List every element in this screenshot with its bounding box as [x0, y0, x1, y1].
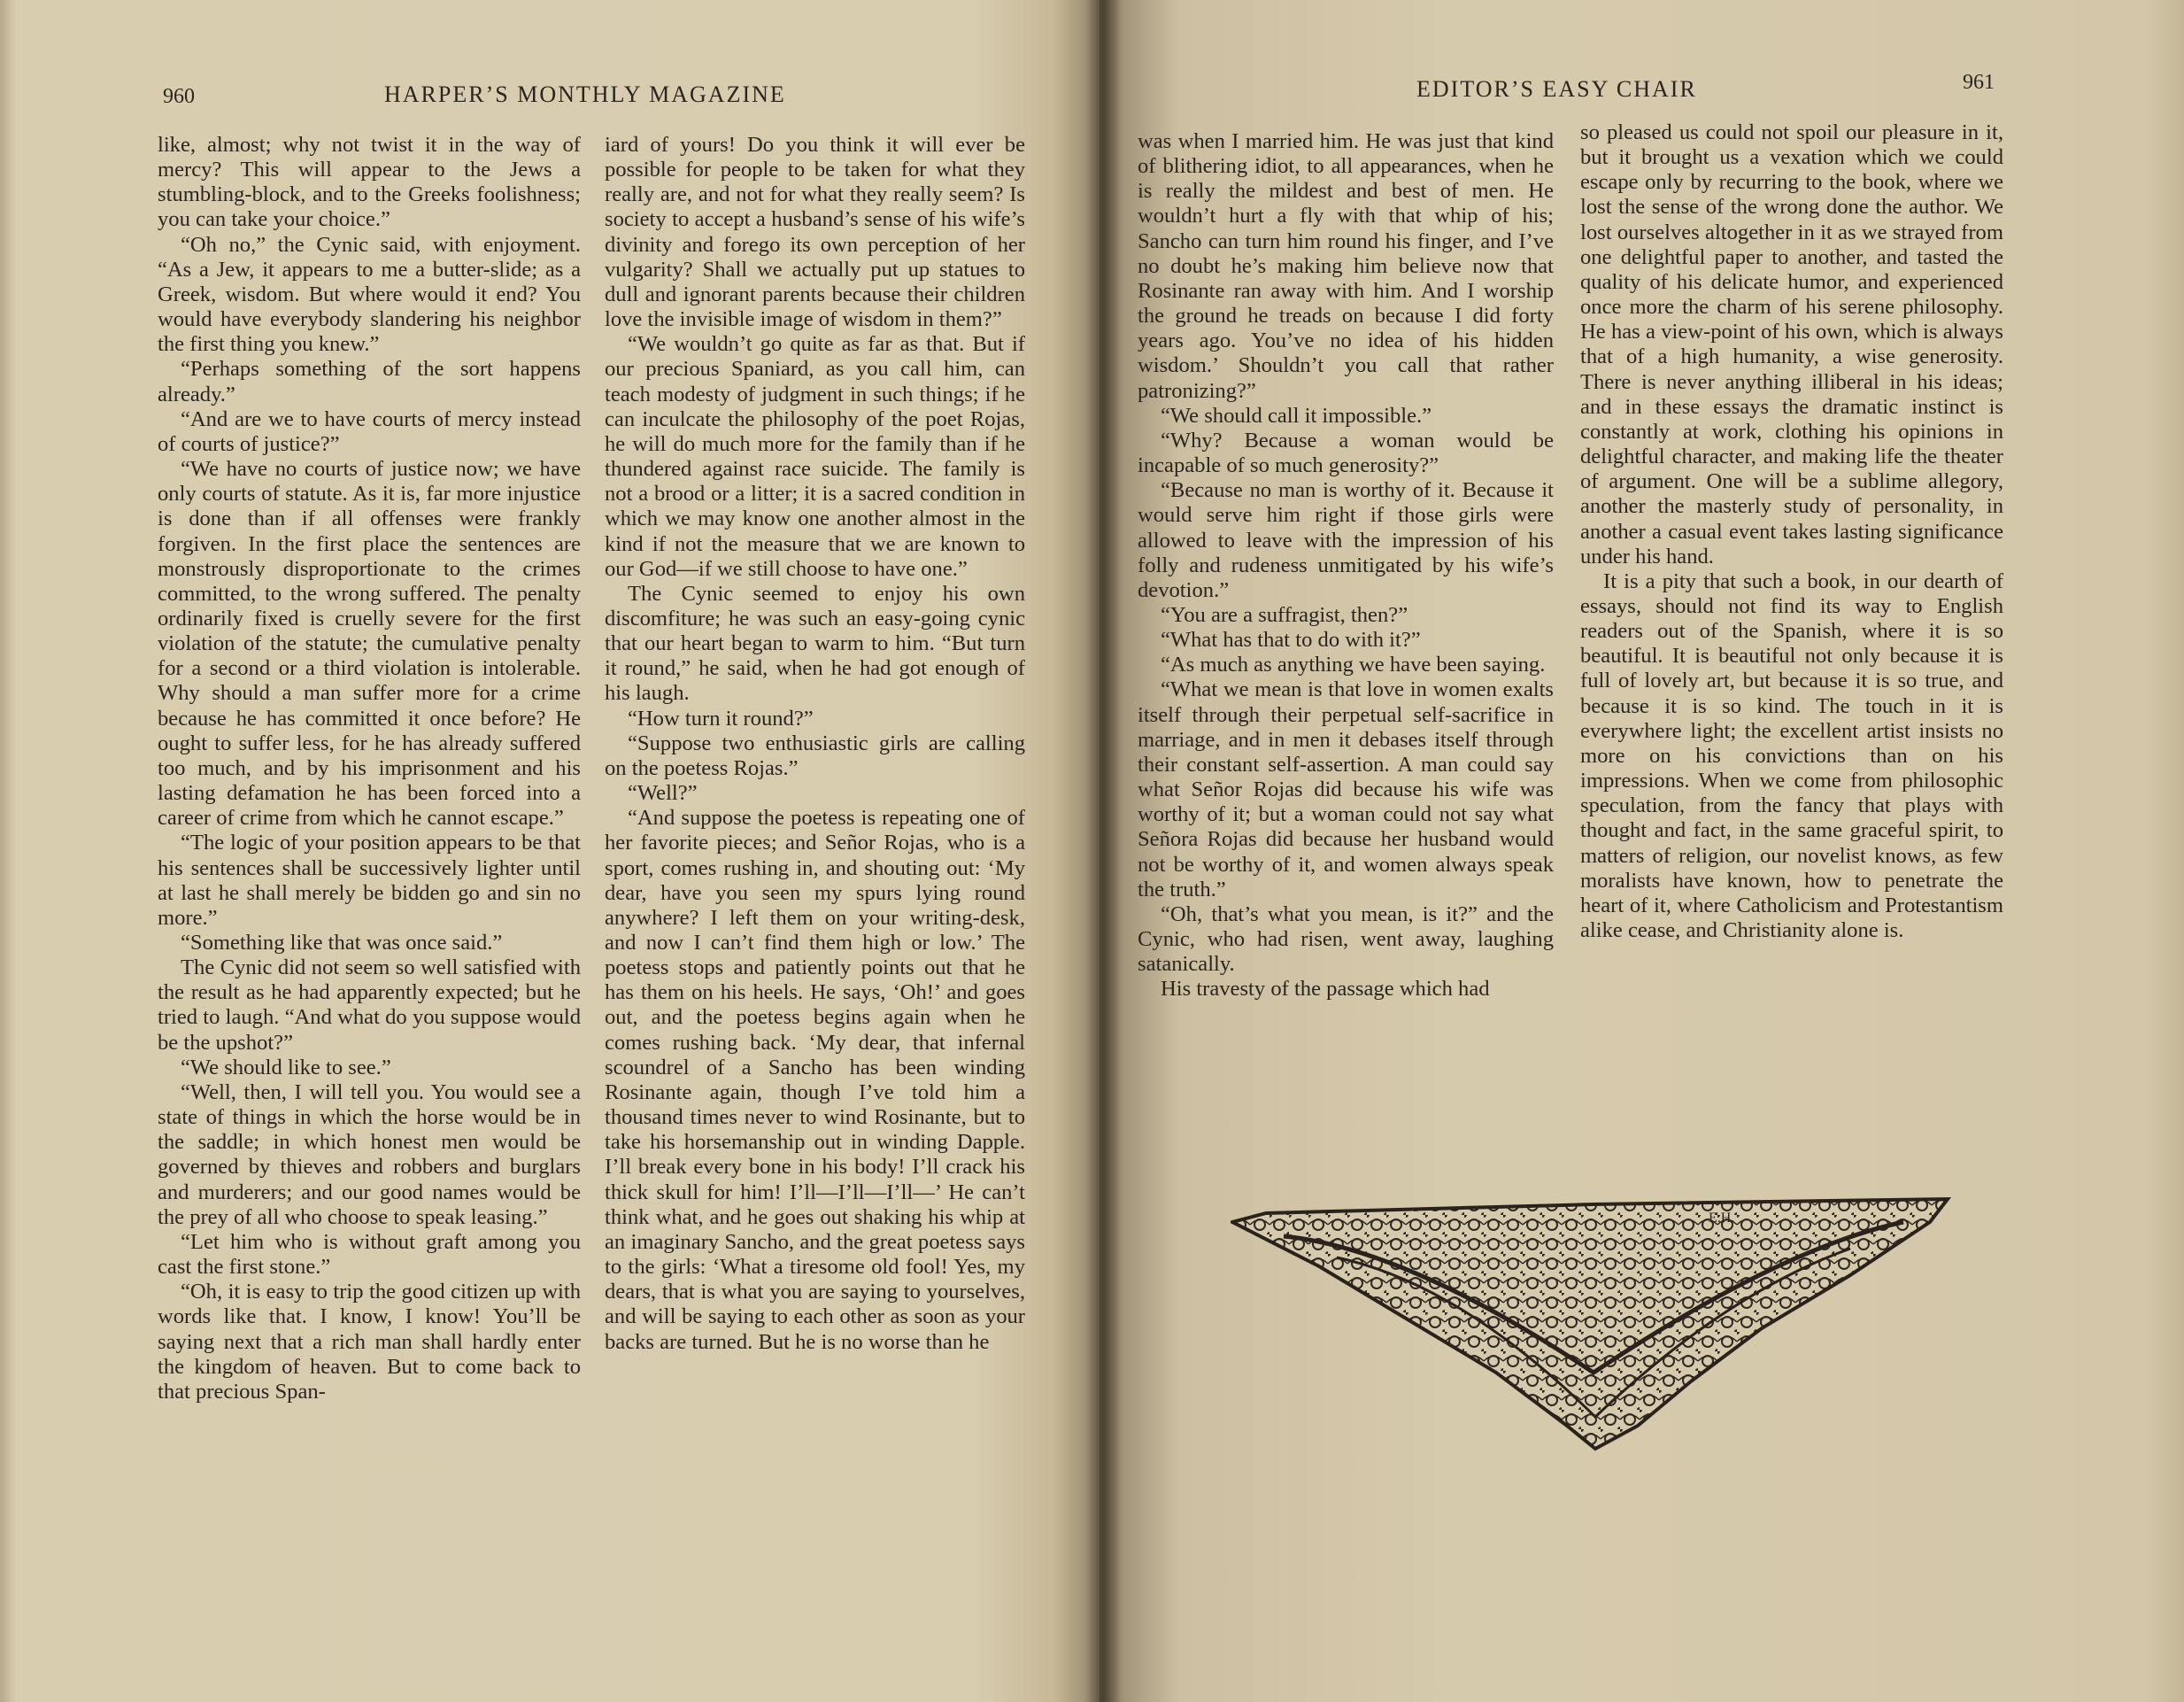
text-column-left-2 — [605, 133, 1025, 1355]
paragraph: iard of yours! Do you think it will ever be possible for people to be taken for what they really are, and not for what they really seem? Is society to accept a husband’s sense of his wife’s divinity and forego its own perception of her vulgarity? Shall we actually put up statues to dull and ignorant parents because their children love the invisible image of wisdom in them?” — [605, 133, 1025, 332]
text-column-right-1 — [1138, 129, 1554, 1002]
running-head: HARPER’S MONTHLY MAGAZINE — [384, 81, 786, 107]
paragraph: “What we mean is that love in women exalts itself through their perpetual self-sacrifice in marriage, and in men it debases itself through their constant self-assertion. A man could say what Señor Rojas did because his wife was worthy of it; but a woman could not say what Señora Rojas did because her husband would not be worthy of it, and women always speak the truth.” — [1138, 677, 1554, 901]
paragraph: “And suppose the poetess is repeating one of her favorite pieces; and Señor Rojas, who is a sport, comes rushing in, and shouting out: ‘My dear, have you seen my spurs lying round anywhere? I left them on your writing-desk, and now I can’t find them high or low.’ The poetess stops and patiently points out that he has them on his heels. He says, ‘Oh!’ and goes out, and the poetess begins again when he comes rushing back. ‘My dear, that infernal scoundrel of a Sancho has been winding Rosinante again, though I’ve told him a thousand times never to wind Rosinante, but to take his horsemanship out in winding Dapple. I’ll break every bone in his body! I’ll crack his thick skull for him! I’ll—I’ll—I’ll—’ He can’t think what, and he goes out shaking his whip at an imaginary Sancho, and the great poetess says to the girls: ‘What a tiresome old fool! Yes, my dears, that is what you are saying to yourselves, and will be saying to each other as soon as your backs are turned. But he is no worse than he — [605, 806, 1025, 1354]
paragraph: “We should call it impossible.” — [1161, 403, 1432, 428]
paragraph: It is a pity that such a book, in our dearth of essays, should not find its way to English readers out of the Spanish, where it is so beautiful. It is beautiful not only because it is full of lovely art, but because it is so true, and because it is so kind. The touch in it is everywhere light; the excellent artist insists no more on his convictions than on his impressions. When we come from philosophic speculation, from the fancy that plays with thought and fact, in the same graceful spirit, to matters of religion, our novelist knows, as few moralists have known, how to penetrate the heart of it, where Catholicism and Protestantism alike cease, and Christianity alone is. — [1580, 569, 2003, 942]
paragraph: “Oh no,” the Cynic said, with enjoyment. “As a Jew, it appears to me a butter-slide; as a Greek, wisdom. But where would it end? You would have everybody slandering his neighbor the first thing you knew.” — [158, 232, 581, 357]
paragraph: “Oh, it is easy to trip the good citizen up with words like that. I know, I know! You’ll be saying next that a rich man shall hardly enter the kingdom of heaven. But to come back to that precious Span- — [158, 1280, 581, 1404]
paragraph: “We wouldn’t go quite as far as that. But if our precious Spaniard, as you call him, can teach modesty of judgment in such things; if he can inculcate the philosophy of the poet Rojas, he will do much more for the family than if he thundered against race suicide. The family is not a brood or a litter; it is a sacred condition in which we may know one another almost in the kind if not the measure that we are known to our God—if we still choose to have one.” — [605, 332, 1025, 581]
paragraph: “The logic of your position appears to be that his sentences shall be successively lighter until at last he shall merely be bidden go and sin no more.” — [158, 831, 581, 930]
running-head: EDITOR’S EASY CHAIR — [1416, 76, 1697, 102]
paragraph: The Cynic did not seem so well satisfied with the result as he had apparently expected; but he tried to laugh. “And what do you suppose would be the upshot?” — [158, 955, 581, 1055]
page-number: 960 — [163, 85, 195, 108]
paragraph: “And are we to have courts of mercy instead of courts of justice?” — [158, 406, 581, 456]
paragraph: was when I married him. He was just that kind of blithering idiot, to all appearances, when he is really the mildest and best of men. He wouldn’t hurt a fly with that whip of his; Sancho can turn him round his finger, and I’ve no doubt he’s making him believe now that Rosinante ran away with him. And I worship the ground he treads on because I did forty years ago. You’ve no idea of his hidden wisdom.’ Shouldn’t you call that rather patronizing?” — [1138, 129, 1554, 403]
paragraph: “Why? Because a woman would be incapable of so much generosity?” — [1138, 428, 1554, 478]
paragraph: “As much as anything we have been saying. — [1161, 653, 1546, 677]
text-column-left-1 — [158, 133, 581, 1404]
paragraph: “Perhaps something of the sort happens already.” — [158, 357, 581, 406]
gutter-shadow — [1085, 0, 1121, 1702]
paragraph: “How turn it round?” — [628, 706, 814, 731]
paragraph: “You are a suffragist, then?” — [1161, 602, 1408, 627]
paragraph: “We have no courts of justice now; we have only courts of statute. As it is, far more injustice is done than if all offenses were frankly forgiven. In the first place the sentences are monstrously disproportionate to the crimes committed, to the wrong suffered. The penalty ordinarily fixed is cruelly severe for the first violation of the statute; the cumulative penalty for a second or a third violation is intolerable. Why should a man suffer more for a crime because he has committed it once before? He ought to suffer less, for he has already suffered too much, and by his imprisonment and his lasting defamation he has been forced into a career of crime from which he cannot escape.” — [158, 457, 581, 831]
paragraph: “Suppose two enthusiastic girls are calling on the poetess Rojas.” — [605, 731, 1025, 780]
paragraph: “Something like that was once said.” — [181, 931, 503, 955]
paragraph: His travesty of the passage which had — [1161, 977, 1490, 1002]
paragraph: “Well?” — [628, 781, 698, 806]
lace-ornament — [1231, 1195, 1956, 1452]
paragraph: “Because no man is worthy of it. Because it would serve him right if those girls were allowed to leave with the impression of his folly and rudeness unmitigated by his wife’s devotion.” — [1138, 478, 1554, 602]
paragraph: “Well, then, I will tell you. You would see a state of things in which the horse would be in the saddle; in which honest men would be governed by thieves and robbers and burglars and murderers; and our good names would be the prey of all who choose to speak leasing.” — [158, 1079, 581, 1229]
page-number: 961 — [1963, 71, 1995, 94]
ornament-signature: E.H. — [1709, 1211, 1735, 1226]
paragraph: so pleased us could not spoil our pleasure in it, but it brought us a vexation which we could escape only by recurring to the book, where we lost the sense of the wrong done the author. We lost ourselves altogether in it as we strayed from one delightful paper to another, and tasted the quality of his delicate humor, and experienced once more the charm of his serene philosophy. He has a view-point of his own, which is always that of a high humanity, a wise generosity. There is never anything illiberal in his ideas; and in these essays the dramatic instinct is constantly at work, clothing his opinions in delightful character, and making life the theater of argument. One will be a sublime allegory, another the masterly study of personality, in another a casual event takes lasting significance under his hand. — [1580, 120, 2003, 569]
paragraph: “Oh, that’s what you mean, is it?” and the Cynic, who had risen, went away, laughing satanically. — [1138, 901, 1554, 977]
text-column-right-2 — [1580, 120, 2003, 943]
paragraph: “What has that to do with it?” — [1161, 628, 1421, 653]
paragraph: “Let him who is without graft among you cast the first stone.” — [158, 1229, 581, 1280]
paragraph: “We should like to see.” — [181, 1055, 391, 1079]
paragraph: like, almost; why not twist it in the way of mercy? This will appear to the Jews a stumbling-block, and to the Greeks foolishness; you can take your choice.” — [158, 133, 581, 232]
paragraph: The Cynic seemed to enjoy his own discomfiture; he was such an easy-going cynic that our heart began to warm to him. “But turn it round,” he said, when he had got enough of his laugh. — [605, 581, 1025, 706]
